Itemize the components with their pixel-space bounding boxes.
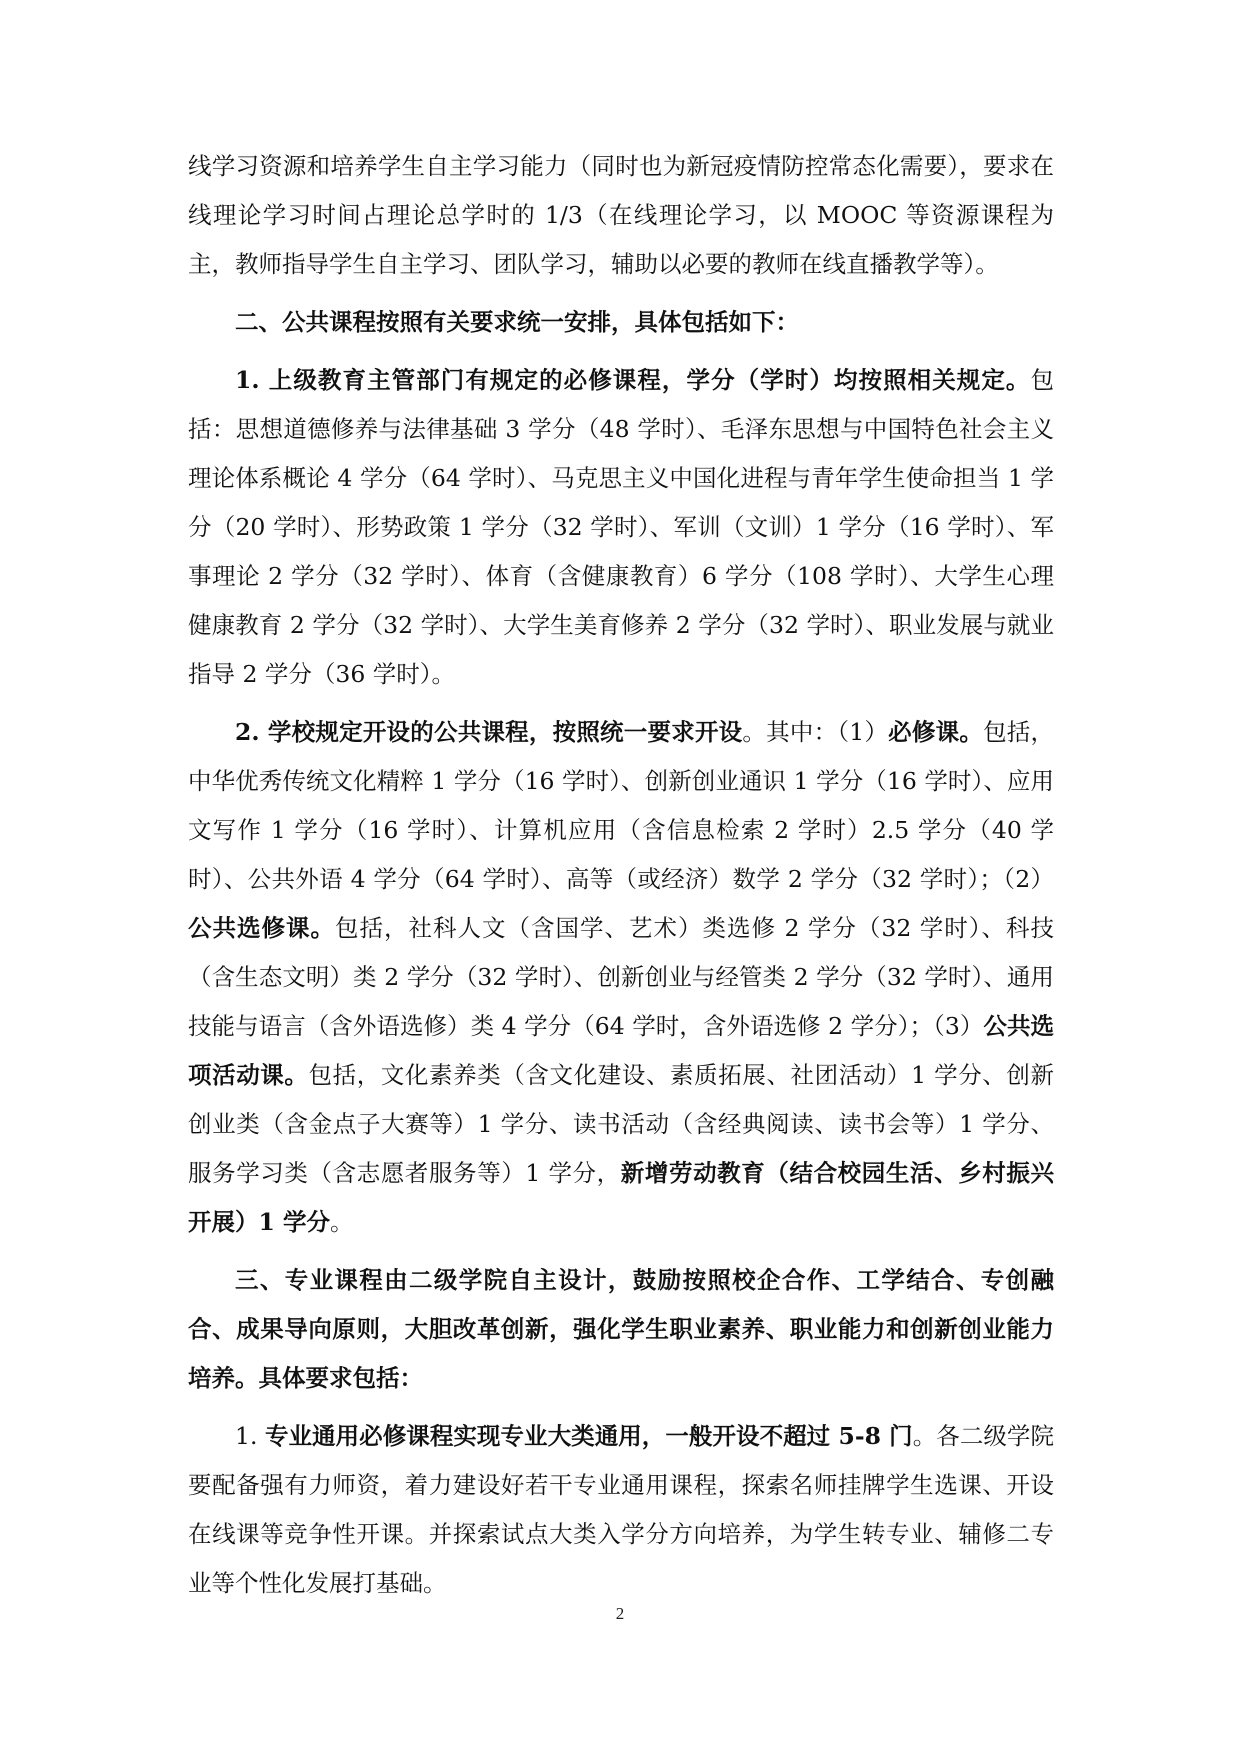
required-courses-text: 包括：思想道德修养与法律基础 3 学分（48 学时）、毛泽东思想与中国特色社会主义理论体系概论 4 学分（64 学时）、马克思主义中国化进程与青年学生使命担当 1 学分（20 学时）、形势政策 1 学分（32 学时）、军训（文训）1 学分（16 学时）、军事理论 2 学分（32 学时）、体育（含健康教育）6 学分（108 学时）、大学生心理健康教育 2 学分（32 学时）、大学生美育修养 2 学分（32 学时）、职业发展与就业指导 2 学分（36 学时）。 bbox=[188, 366, 1054, 688]
compulsory-label: 必修课。 bbox=[888, 718, 984, 746]
school-courses-end: 。 bbox=[330, 1208, 354, 1236]
paragraph-school-public-courses bbox=[188, 708, 1054, 1247]
paragraph-continuation: 线学习资源和培养学生自主学习能力（同时也为新冠疫情防控常态化需要），要求在线理论学习时间占理论总学时的 1/3（在线理论学习，以 MOOC 等资源课程为主，教师指导学生自主学习、团队学习，辅助以必要的教师在线直播教学等）。 bbox=[188, 152, 1054, 278]
document-body bbox=[188, 142, 1054, 1617]
school-courses-heading: 2. 学校规定开设的公共课程，按照统一要求开设 bbox=[235, 718, 743, 746]
activity-text: 包括，文化素养类（含文化建设、素质拓展、社团活动）1 学分、创新创业类（含金点子大赛等）1 学分、读书活动（含经典阅读、读书会等）1 学分、服务学习类（含志愿者服务等）1 学分， bbox=[188, 1061, 1055, 1187]
general-courses-text: 。各二级学院要配备强有力师资，着力建设好若干专业通用课程，探索名师挂牌学生选课、开设在线课等竞争性开课。并探索试点大类入学分方向培养，为学生转专业、辅修二专业等个性化发展打基础。 bbox=[188, 1422, 1054, 1597]
section-heading-public-courses: 二、公共课程按照有关要求统一安排，具体包括如下： bbox=[235, 308, 799, 336]
labor-education-text: 新增劳动教育（结合校园生活、乡村振兴开展）1 学分 bbox=[188, 1159, 1055, 1236]
item-number: 1. bbox=[235, 1422, 265, 1450]
section-heading-professional-courses: 三、专业课程由二级学院自主设计，鼓励按照校企合作、工学结合、专创融合、成果导向原则，大胆改革创新，强化学生职业素养、职业能力和创新创业能力培养。具体要求包括： bbox=[188, 1266, 1054, 1392]
required-courses-heading: 1. 上级教育主管部门有规定的必修课程，学分（学时）均按照相关规定。 bbox=[235, 366, 1031, 394]
compulsory-text: 包括，中华优秀传统文化精粹 1 学分（16 学时）、创新创业通识 1 学分（16 学时）、应用文写作 1 学分（16 学时）、计算机应用（含信息检索 2 学时）2.5 学分（40 学时）、公共外语 4 学分（64 学时）、高等（或经济）数学 2 学分（32 学时）；（2） bbox=[188, 718, 1055, 893]
general-courses-heading: 专业通用必修课程实现专业大类通用，一般开设不超过 5-8 门 bbox=[264, 1422, 913, 1450]
paragraph-general-required-courses bbox=[188, 1412, 1054, 1608]
activity-label: 公共选项活动课。 bbox=[188, 1012, 1055, 1089]
elective-text: 包括，社科人文（含国学、艺术）类选修 2 学分（32 学时）、科技（含生态文明）类 2 学分（32 学时）、创新创业与经管类 2 学分（32 学时）、通用技能与语言（含外语选修）类 4 学分（64 学时，含外语选修 2 学分）；（3） bbox=[188, 914, 1055, 1040]
paragraph-required-courses bbox=[188, 356, 1054, 699]
page-number: 2 bbox=[615, 1604, 625, 1623]
school-courses-text-1: 。其中：（1） bbox=[742, 718, 889, 746]
elective-label: 公共选修课。 bbox=[188, 914, 335, 942]
